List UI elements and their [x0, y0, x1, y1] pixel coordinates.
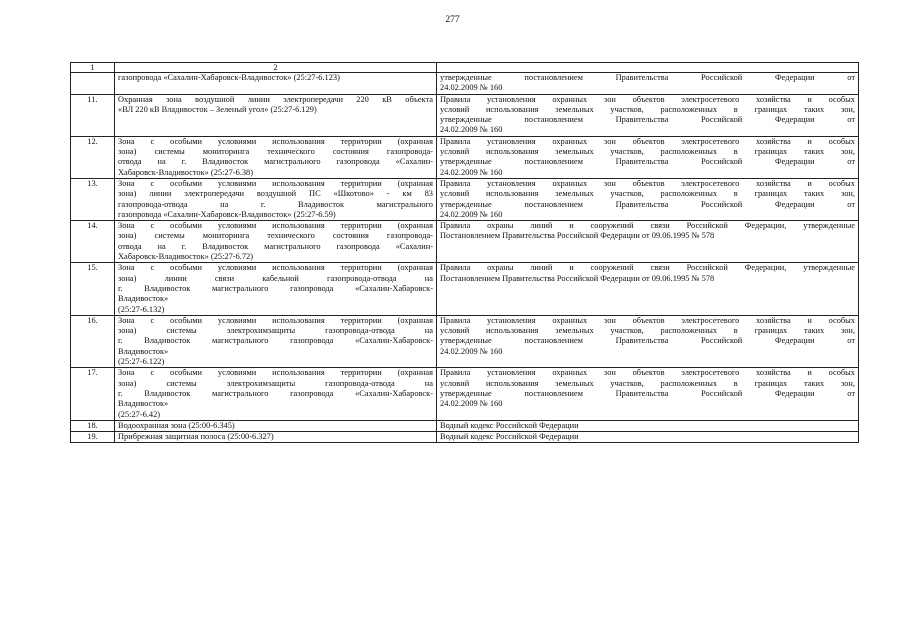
table-row	[71, 315, 859, 367]
table-row	[71, 221, 859, 263]
legal-basis-cell	[437, 94, 859, 136]
zone-description-line: Зона с особыми условиями использования территории (охранная	[118, 178, 433, 188]
legal-basis-line: условий использования земельных участков, расположенных в границах таких зон,	[440, 104, 855, 114]
zone-description-line: Владивосток»	[118, 399, 169, 409]
legal-basis-line: 24.02.2009 № 160	[440, 125, 503, 135]
header-col-2: 2	[115, 63, 437, 73]
legal-basis-line: Правила установления охранных зон объектов электросетевого хозяйства и особых	[440, 315, 855, 325]
table-row	[71, 178, 859, 220]
row-number	[71, 73, 115, 95]
legal-basis-line: Водный кодекс Российской Федерации	[440, 420, 579, 430]
legal-basis-line: Правила установления охранных зон объектов электросетевого хозяйства и особых	[440, 136, 855, 146]
row-number: 11.	[71, 94, 115, 136]
legal-basis-line: Правила охраны линий и сооружений связи Российской Федерации, утвержденные	[440, 263, 855, 273]
legal-basis-line: утвержденные постановлением Правительства Российской Федерации от	[440, 199, 855, 209]
legal-basis-line: Постановлением Правительства Российской Федерации от 09.06.1995 № 578	[440, 231, 715, 241]
zone-description-line: г. Владивосток магистрального газопровода «Сахалин-Хабаровск-	[118, 336, 433, 346]
legal-basis-line: Правила установления охранных зон объектов электросетевого хозяйства и особых	[440, 94, 855, 104]
table-row	[71, 432, 859, 443]
zone-description-line: (25:27-6.132)	[118, 304, 165, 314]
zone-description-cell	[115, 136, 437, 178]
legal-basis-cell	[437, 136, 859, 178]
legal-basis-line: 24.02.2009 № 160	[440, 209, 503, 219]
legal-basis-cell	[437, 73, 859, 95]
legal-basis-line: утвержденные постановлением Правительства Российской Федерации от	[440, 73, 855, 82]
zone-description-cell	[115, 315, 437, 367]
legal-basis-line: условий использования земельных участков, расположенных в границах таких зон,	[440, 378, 855, 388]
legal-basis-line: 24.02.2009 № 160	[440, 346, 503, 356]
legal-basis-cell	[437, 368, 859, 420]
zone-description-line: Хабаровск-Владивосток» (25:27-6.72)	[118, 252, 254, 262]
zone-description-line: газопровода «Сахалин-Хабаровск-Владивосток» (25:27-6.123)	[118, 73, 340, 82]
zone-description-line: Зона с особыми условиями использования территории (охранная	[118, 263, 433, 273]
zone-description-cell	[115, 432, 437, 443]
legal-basis-cell	[437, 221, 859, 263]
zone-description-line: Зона с особыми условиями использования территории (охранная	[118, 315, 433, 325]
table-row	[71, 368, 859, 420]
zone-description-cell	[115, 368, 437, 420]
zone-description-line: Зона с особыми условиями использования территории (охранная	[118, 221, 433, 231]
legal-basis-cell	[437, 315, 859, 367]
zone-description-line: Прибрежная защитная полоса (25:00-6.327)	[118, 432, 274, 442]
legal-basis-cell	[437, 432, 859, 443]
zone-description-line: Зона с особыми условиями использования территории (охранная	[118, 136, 433, 146]
zone-description-line: Водоохранная зона (25:00-6.345)	[118, 420, 235, 430]
zone-description-line: Зона с особыми условиями использования территории (охранная	[118, 368, 433, 378]
table-row	[71, 420, 859, 431]
zone-description-line: газопровода-отвода на г. Владивосток магистрального	[118, 199, 433, 209]
legal-basis-line: утвержденные постановлением Правительства Российской Федерации от	[440, 336, 855, 346]
legal-basis-line: 24.02.2009 № 160	[440, 399, 503, 409]
row-number: 19.	[71, 432, 115, 443]
zone-description-line: Владивосток»	[118, 294, 169, 304]
zone-description-cell	[115, 178, 437, 220]
zone-description-line: зона) линии связи кабельной газопровода-отвода на	[118, 273, 433, 283]
zone-description-line: г. Владивосток магистрального газопровода «Сахалин-Хабаровск-	[118, 283, 433, 293]
table-header-row	[71, 63, 859, 73]
zone-description-line: зона) системы мониторинга технического состояния газопровода-	[118, 231, 433, 241]
zone-description-line: г. Владивосток магистрального газопровода «Сахалин-Хабаровск-	[118, 388, 433, 398]
row-number: 15.	[71, 263, 115, 315]
header-col-1: 1	[71, 63, 115, 73]
row-number: 14.	[71, 221, 115, 263]
row-number: 18.	[71, 420, 115, 431]
table-row	[71, 263, 859, 315]
legal-basis-line: Водный кодекс Российской Федерации	[440, 432, 579, 442]
legal-basis-cell	[437, 178, 859, 220]
zone-description-line: зона) линии электропередачи воздушной ПС «Шкотово» - км 83	[118, 189, 433, 199]
zone-description-line: (25:27-6.42)	[118, 409, 161, 419]
legal-basis-line: 24.02.2009 № 160	[440, 167, 503, 177]
zone-description-line: газопровода «Сахалин-Хабаровск-Владивосток» (25:27-6.59)	[118, 209, 336, 219]
zone-description-line: отвода на г. Владивосток магистрального газопровода «Сахалин-	[118, 241, 433, 251]
zone-description-line: зона) системы электрохимзащиты газопровода-отвода на	[118, 378, 433, 388]
table-row	[71, 136, 859, 178]
legal-basis-line: условий использования земельных участков, расположенных в границах таких зон,	[440, 326, 855, 336]
zone-description-line: зона) системы мониторинга технического состояния газопровода-	[118, 147, 433, 157]
row-number: 16.	[71, 315, 115, 367]
restrictions-table	[70, 62, 859, 443]
legal-basis-line: утвержденные постановлением Правительства Российской Федерации от	[440, 388, 855, 398]
zone-description-cell	[115, 221, 437, 263]
zone-description-cell	[115, 263, 437, 315]
zone-description-cell	[115, 420, 437, 431]
legal-basis-cell	[437, 420, 859, 431]
zone-description-line: Охранная зона воздушной линии электропередачи 220 кВ объекта	[118, 94, 433, 104]
table-row	[71, 73, 859, 95]
zone-description-line: «ВЛ 220 кВ Владивосток – Зеленый угол» (25:27-6.129)	[118, 104, 317, 114]
row-number: 13.	[71, 178, 115, 220]
legal-basis-line: Правила установления охранных зон объектов электросетевого хозяйства и особых	[440, 368, 855, 378]
row-number: 12.	[71, 136, 115, 178]
legal-basis-cell	[437, 263, 859, 315]
zone-description-line: отвода на г. Владивосток магистрального газопровода «Сахалин-	[118, 157, 433, 167]
header-col-3	[437, 63, 859, 73]
legal-basis-line: Постановлением Правительства Российской Федерации от 09.06.1995 № 578	[440, 273, 715, 283]
table-row	[71, 94, 859, 136]
legal-basis-line: Правила установления охранных зон объектов электросетевого хозяйства и особых	[440, 178, 855, 188]
zone-description-line: Хабаровск-Владивосток» (25:27-6.38)	[118, 167, 254, 177]
row-number: 17.	[71, 368, 115, 420]
zone-description-line: зона) системы электрохимзащиты газопровода-отвода на	[118, 326, 433, 336]
legal-basis-line: Правила охраны линий и сооружений связи Российской Федерации, утвержденные	[440, 221, 855, 231]
legal-basis-line: утвержденные постановлением Правительства Российской Федерации от	[440, 115, 855, 125]
zone-description-cell	[115, 94, 437, 136]
zone-description-line: Владивосток»	[118, 346, 169, 356]
legal-basis-line: утвержденные постановлением Правительства Российской Федерации от	[440, 157, 855, 167]
zone-description-cell	[115, 73, 437, 95]
legal-basis-line: условий использования земельных участков, расположенных в границах таких зон,	[440, 189, 855, 199]
page-number: 277	[445, 15, 460, 25]
legal-basis-line: 24.02.2009 № 160	[440, 83, 503, 93]
legal-basis-line: условий использования земельных участков, расположенных в границах таких зон,	[440, 147, 855, 157]
zone-description-line: (25:27-6.122)	[118, 357, 165, 367]
